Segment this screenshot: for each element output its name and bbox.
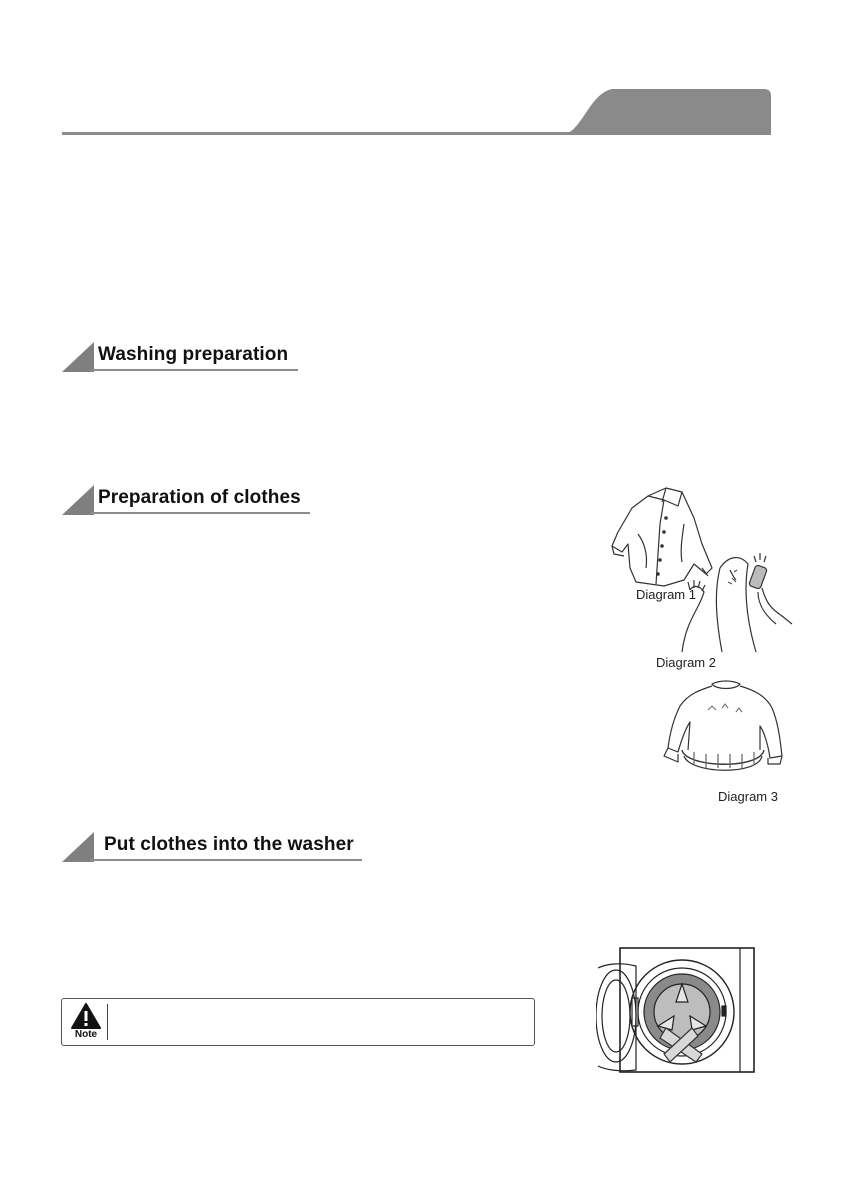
brushing-illustration [676, 548, 794, 656]
diagram-3-caption: Diagram 3 [718, 789, 778, 804]
diagram-1-caption: Diagram 1 [636, 587, 696, 602]
note-divider [107, 1004, 108, 1040]
section-triangle-icon [62, 342, 96, 372]
header-tab [560, 86, 775, 138]
section-triangle-icon [62, 485, 96, 515]
section-title: Put clothes into the washer [104, 834, 354, 855]
header-rule [62, 132, 602, 135]
sweater-illustration [660, 676, 784, 780]
diagram-2-caption: Diagram 2 [656, 655, 716, 670]
section-triangle-icon [62, 832, 96, 862]
section-underline [90, 512, 310, 514]
washer-illustration [596, 946, 756, 1074]
note-label: Note [74, 1029, 98, 1040]
section-underline [90, 369, 298, 371]
section-preparation-of-clothes [62, 485, 314, 515]
section-put-clothes [62, 832, 364, 862]
section-title: Washing preparation [98, 344, 289, 365]
section-underline [90, 859, 362, 861]
section-washing-preparation [62, 342, 302, 372]
section-title: Preparation of clothes [98, 487, 301, 508]
note-box [61, 998, 535, 1046]
